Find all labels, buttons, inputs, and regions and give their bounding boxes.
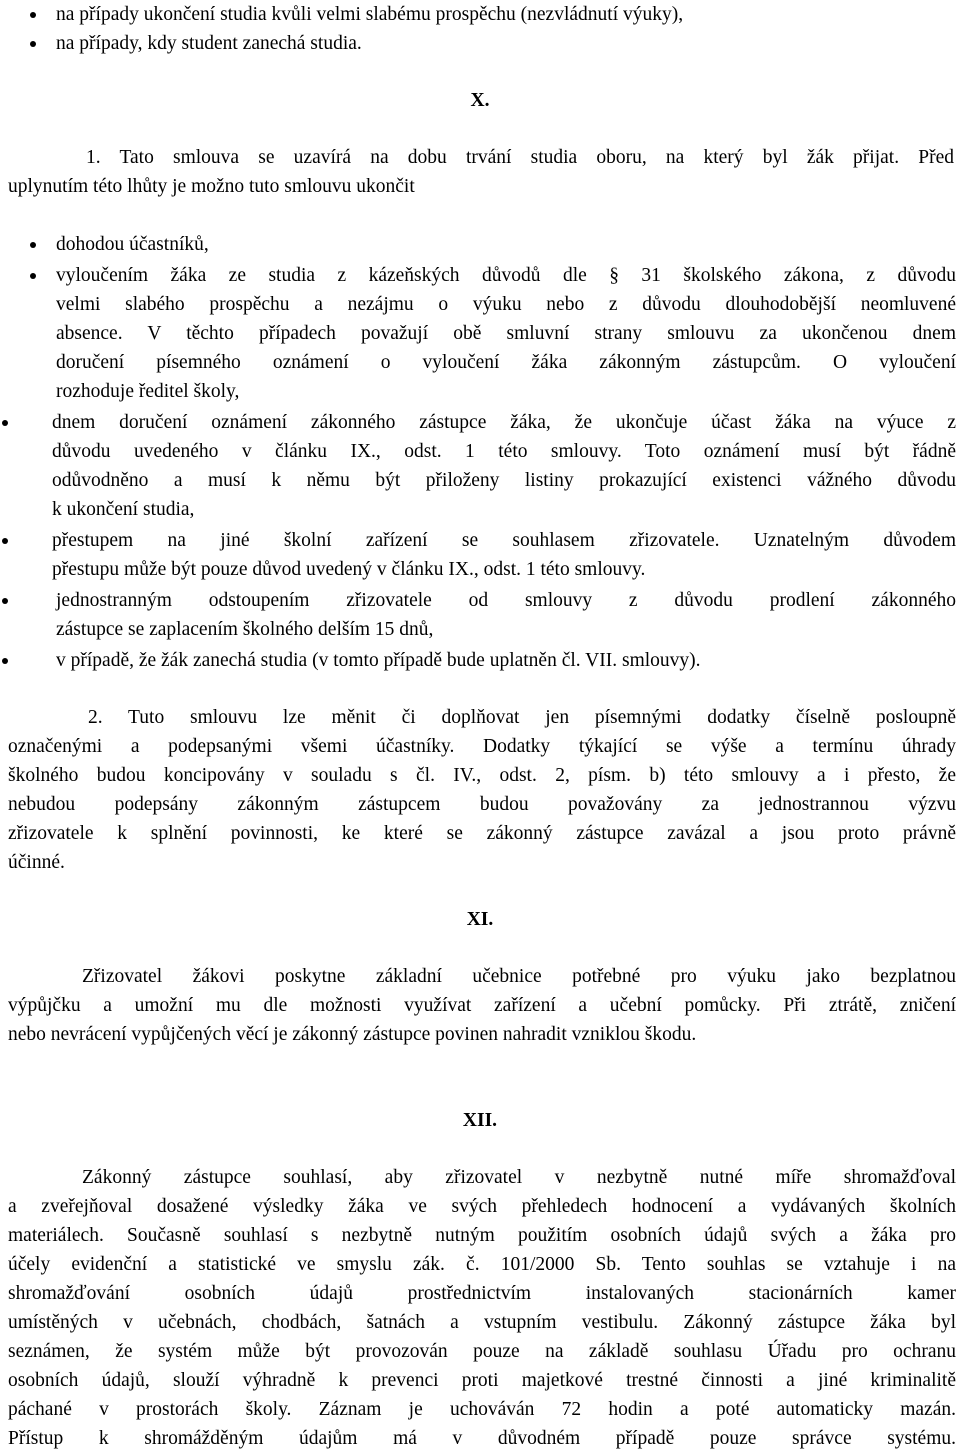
paragraph-line: účinné. [8, 852, 65, 873]
list-item: dohodou účastníků, [56, 234, 209, 255]
paragraph-line: a zveřejňoval dosažené výsledky žáka ve svých přehledech hodnocení a vydávaných školních [8, 1196, 956, 1217]
paragraph-line: uplynutím této lhůty je možno tuto smlouvu ukončit [8, 176, 415, 197]
section-heading-xii: XII. [462, 1110, 498, 1131]
paragraph-line: výpůjčku a umožní mu dle možnosti využívat zařízení a učební pomůcky. Při ztrátě, zničení [8, 995, 956, 1016]
list-item: zástupce se zaplacením školného delším 15 dnů, [56, 619, 434, 640]
list-item: rozhoduje ředitel školy, [56, 381, 240, 402]
list-item: na případy ukončení studia kvůli velmi slabému prospěchu (nezvládnutí výuky), [56, 4, 684, 25]
list-item: důvodu uvedeného v článku IX., odst. 1 této smlouvy. Toto oznámení musí být řádně [52, 441, 956, 462]
list-item: k ukončení studia, [52, 499, 195, 520]
paragraph-line: páchané v prostorách školy. Záznam je uchováván 72 hodin a poté automaticky mazán. [8, 1399, 956, 1420]
paragraph-line: školného budou koncipovány v souladu s čl. IV., odst. 2, písm. b) této smlouvy a i přesto, že [8, 765, 956, 786]
section-heading-xi: XI. [466, 909, 494, 930]
paragraph-line: 1. Tato smlouva se uzavírá na dobu trvání studia oboru, na který byl žák přijat. Před [86, 147, 954, 168]
list-item: doručení písemného oznámení o vyloučení žáka zákonným zástupcům. O vyloučení [56, 352, 956, 373]
paragraph-line: seznámen, že systém může být provozován pouze na základě souhlasu Úřadu pro ochranu [8, 1341, 956, 1362]
bullet-icon [30, 41, 36, 47]
list-item: přestupu může být pouze důvod uvedený v článku IX., odst. 1 této smlouvy. [52, 559, 646, 580]
paragraph-line: Zákonný zástupce souhlasí, aby zřizovatel v nezbytně nutné míře shromažďoval [82, 1167, 956, 1188]
list-item: v případě, že žák zanechá studia (v tomto případě bude uplatněn čl. VII. smlouvy). [56, 650, 701, 671]
list-item: jednostranným odstoupením zřizovatele od smlouvy z důvodu prodlení zákonného [56, 590, 956, 611]
bullet-icon [30, 242, 36, 248]
list-item: přestupem na jiné školní zařízení se souhlasem zřizovatele. Uznatelným důvodem [52, 530, 956, 551]
list-item: odůvodněno a musí k němu být přiloženy listiny prokazující existenci vážného důvodu [52, 470, 956, 491]
paragraph-line: shromažďování osobních údajů prostřednictvím instalovaných stacionárních kamer [8, 1283, 956, 1304]
paragraph-line: Přístup k shromážděným údajům má v důvodném případě pouze správce systému. [8, 1428, 956, 1449]
paragraph-line: účely evidenční a statistické ve smyslu zák. č. 101/2000 Sb. Tento souhlas se vztahuje i na [8, 1254, 956, 1275]
list-item: absence. V těchto případech považují obě smluvní strany smlouvu za ukončenou dnem [56, 323, 956, 344]
paragraph-line: označenými a podepsanými všemi účastníky. Dodatky týkající se výše a termínu úhrady [8, 736, 956, 757]
paragraph-line: zřizovatele k splnění povinnosti, ke které se zákonný zástupce zavázal a jsou proto právně [8, 823, 956, 844]
list-item: vyloučením žáka ze studia z kázeňských důvodů dle § 31 školského zákona, z důvodu [56, 265, 956, 286]
bullet-icon [30, 12, 36, 18]
paragraph-line: Zřizovatel žákovi poskytne základní učebnice potřebné pro výuku jako bezplatnou [82, 966, 956, 987]
bullet-icon [2, 598, 8, 604]
paragraph-line: nebo nevrácení vypůjčených věcí je zákonný zástupce povinen nahradit vzniklou škodu. [8, 1024, 697, 1045]
paragraph-line: umístěných v učebnách, chodbách, šatnách a vstupním vestibulu. Zákonný zástupce žáka byl [8, 1312, 956, 1333]
bullet-icon [2, 420, 8, 426]
paragraph-line: materiálech. Současně souhlasí s nezbytně nutným použitím osobních údajů svých a žáka pro [8, 1225, 956, 1246]
paragraph-line: 2. Tuto smlouvu lze měnit či doplňovat jen písemnými dodatky číselně posloupně [88, 707, 956, 728]
section-heading-x: X. [470, 90, 490, 111]
paragraph-line: nebudou podepsány zákonným zástupcem budou považovány za jednostrannou výzvu [8, 794, 956, 815]
paragraph-line: osobních údajů, slouží výhradně k prevenci proti majetkové trestné činnosti a jiné kriminalitě [8, 1370, 956, 1391]
bullet-icon [2, 658, 8, 664]
list-item: dnem doručení oznámení zákonného zástupce žáka, že ukončuje účast žáka na výuce z [52, 412, 956, 433]
bullet-icon [30, 273, 36, 279]
bullet-icon [2, 538, 8, 544]
list-item: velmi slabého prospěchu a nezájmu o výuku nebo z důvodu dlouhodobější neomluvené [56, 294, 956, 315]
list-item: na případy, kdy student zanechá studia. [56, 33, 362, 54]
